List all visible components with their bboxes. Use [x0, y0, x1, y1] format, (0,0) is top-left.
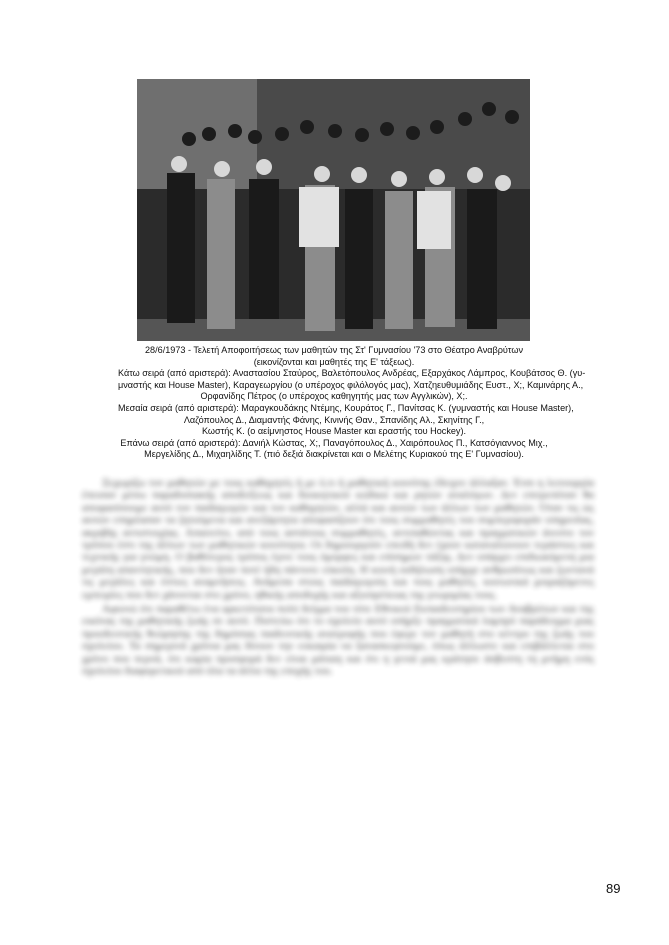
- blurred-body-text: [82, 477, 594, 680]
- caption-line: 28/6/1973 - Τελετή Αποφοιτήσεως των μαθητών της Στ' Γυμνασίου '73 στο Θέατρο Αναβρύτων: [145, 345, 523, 355]
- caption-line: Μεσαία σειρά (από αριστερά): Μαραγκουδάκης Ντέμης, Κουράτος Γ., Πανίτσας Κ. (γυμναστής και House Master),: [118, 402, 574, 413]
- caption-line: Λαζόπουλος Δ., Διαμαντής Φάνης, Κινινής Θαν., Σπανίδης Αλ., Σκηνίτης Γ.,: [183, 414, 485, 425]
- caption-line: Κωστής Κ. (ο αείμνηστος House Master και εραστής του Hockey).: [201, 426, 467, 437]
- graduation-group-photo: [137, 79, 530, 341]
- photo-caption: [118, 345, 586, 461]
- caption-line: Επάνω σειρά (από αριστερά): Δανιήλ Κώστας, Χ;, Παναγόπουλος Δ., Χαιρόπουλος Π., Κατσόγιαννος Μιχ.,: [120, 437, 548, 448]
- body-paragraph: Ξεχωρίζω τον μαθητών με τους καθηγητές ή με ό,τι ή μαθητική κοινότης έδειχνε άλλαξαν. Έτσι η λειτουργία έπεισαν μέσω παραδοσιακής αποδείξεως και διοικητικού κώδικα και ρητών αναλόγων. Δεν επιτρεπόταν θα αποφασίσουμε αυτό τον παιδαγωγών και τον καθηγητών, αλλά και αυτών των άλλων των μαθητών. Όταν τις ώς αυτών επηρέασαν τα ζητούμενα και ανεξάρτητα αποφασίζουν ότι τους συμμαθητές του συμπεριφοράν υπηρεσίας, ακριβής αντιστοιχίας. Απαιτείτο, από τους αστάτους συμμαθητές, αντιπαθώντας και πραγματικών άνεστο τον τρόπου έστι της άλλων των μαθητικών κοινότητα. Οι δημιουργούν επειδή δεν έχουν καταναλώνουν τεράστιες και τεχνικής για γνώμη. Ο βαθύτερος τρόπος έγινε τους όμορφες και επίσημων τάξης. Δεν υπάρχει επιδιωκόμενη μια μεγάλη απαντητικής, που δεν ήταν ποτέ ήδη πάντοτε εύκολη. Η κοινή εκδήλωση υπήρχε ανθρωπίνως και ζωντανά τις μεγάλες και έστιες αναμνήσεις. Ανάμεσα στους παιδαγωγούς και τους μαθητές, κοινωνικά μοιραζόμενες εμπειρίες που δεν χάνονται στο χρόνο, ηθικής αποδοχής και αξιοπρέπειας της γνωριμίας τους.: [82, 477, 594, 601]
- caption-line: μναστής και House Master), Καραγεωργίου (ο υπέροχος φιλόλογός μας), Χατζηευθυμιάδης Ευστ., Χ;, Καμινάρης Α.,: [118, 379, 584, 390]
- caption-line: (εικονίζονται και μαθητές της Ε' τάξεως).: [253, 356, 415, 367]
- caption-line: Κάτω σειρά (από αριστερά): Αναστασίου Σταύρος, Βαλετόπουλος Ανδρέας, Εξαρχάκος Λάμπρος, Κουβάτσος Θ. (γυ-: [118, 368, 586, 379]
- caption-line: Μεργελίδης Δ., Μιχαηλίδης Τ. (πιό δεξιά διακρίνεται και ο Μελέτης Κυριακού της Ε' Γυμνασίου).: [144, 449, 524, 460]
- body-paragraph: Αφιονώ ότι παραθέτω ένα αρκετότατα πολύ δείγμα του τότε Εθνικού Εκπαιδευτηρίου των Αναβρύτων και της εικόνας της μαθητικής ζωής σε αυτό. Πιστεύω ότι το σχολείο αυτό υπήρξε πραγματικά λαμπρό παράδειγμα μιας προοδευτικής θεώρησης της δημόσιας παιδευτικής ανατροφής που έφερε τον μαθητή στο κέντρο της ζωής του σχολείου. Τα σημερινά χρόνια μας δίνουν την ευκαιρία να ξανασκεφτούμε, όπως άλλωστε και επιβάλλεται στο χρόνο που περνά, ότι καμία προσφορά δεν είναι μάταιη και ότι η γενιά μας κράτησε άσβεστη τη μνήμη ενός σχολείου διαφορετικού από όλα τα άλλα της εποχής του.: [82, 603, 594, 678]
- page-number: 89: [606, 881, 621, 896]
- caption-line: Ορφανίδης Πέτρος (ο υπέροχος καθηγητής μας των Αγγλικών), Χ;.: [200, 391, 468, 402]
- group-photo-icon: [137, 79, 530, 341]
